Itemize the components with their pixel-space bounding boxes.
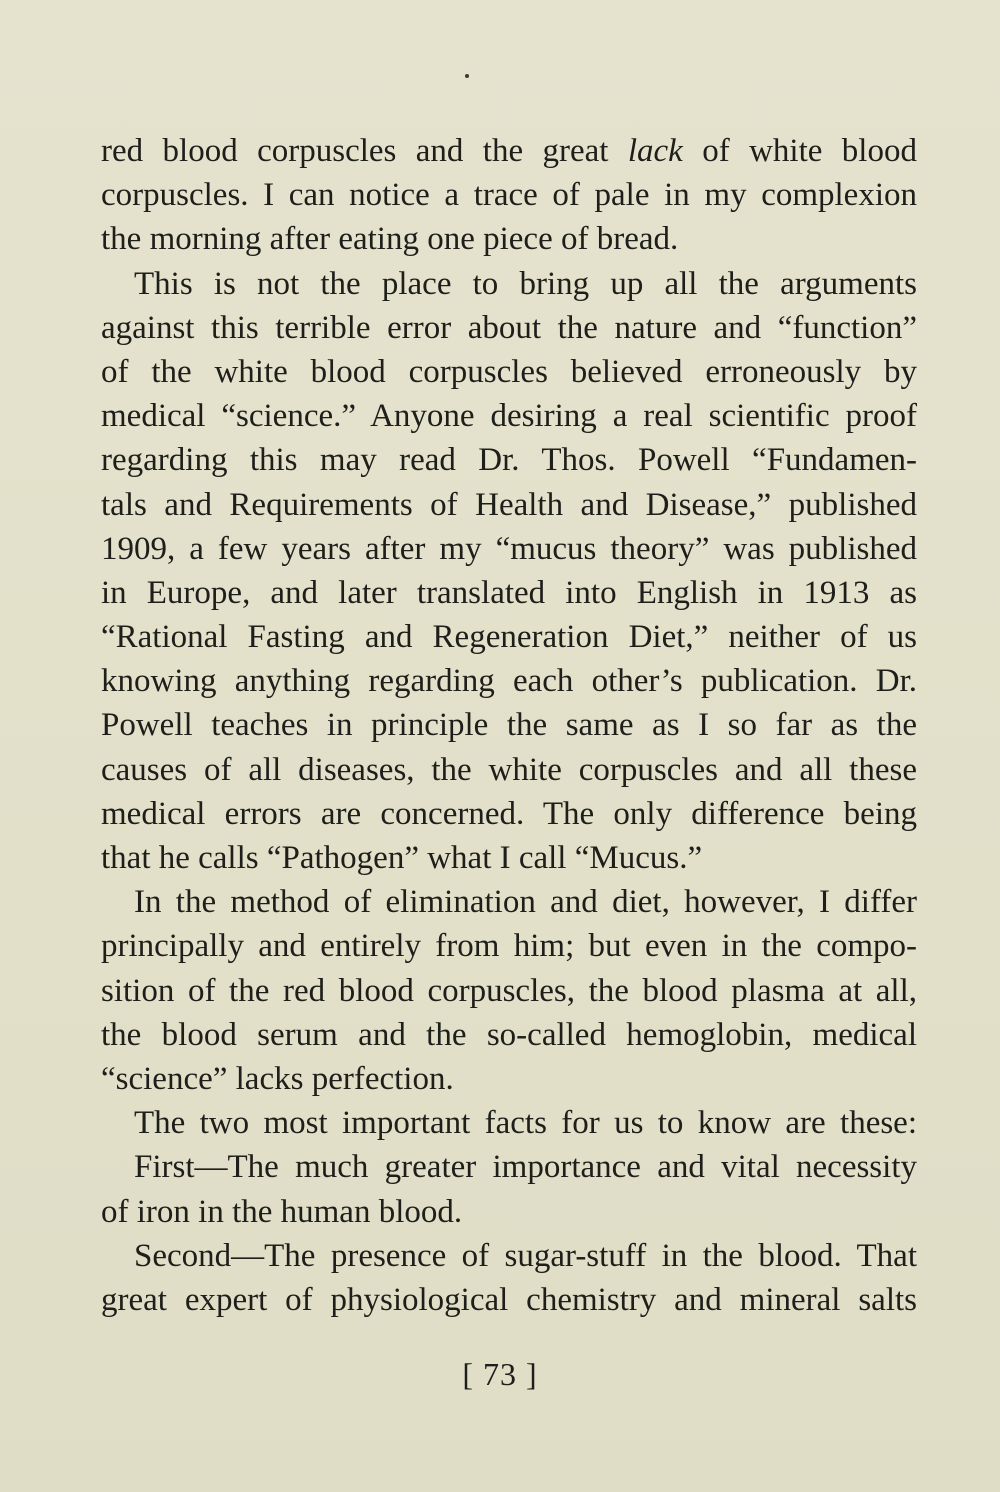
text-line-21: the blood serum and the so-called hemoglobin, medical <box>101 1016 917 1053</box>
text-line-18: In the method of elimination and diet, however, I differ <box>134 884 917 921</box>
text-line-4: This is not the place to bring up all the arguments <box>134 265 917 302</box>
page-number: [ 73 ] <box>462 1356 538 1392</box>
text-line-11: in Europe, and later translated into English in 1913 as <box>101 574 917 611</box>
text-line-5: against this terrible error about the nature and “function” <box>101 309 917 346</box>
body-text <box>101 129 917 1322</box>
emphasis-lack: lack <box>627 133 683 169</box>
text-line-8: regarding this may read Dr. Thos. Powell “Fundamen- <box>101 442 917 479</box>
text-line-2: corpuscles. I can notice a trace of pale in my complexion <box>101 177 917 214</box>
text-line-10: 1909, a few years after my “mucus theory” was published <box>101 530 917 567</box>
text-line-19: principally and entirely from him; but even in the compo- <box>101 928 917 965</box>
text-line-7: medical “science.” Anyone desiring a real scientific proof <box>101 398 917 435</box>
text-line-25: of iron in the human blood. <box>101 1193 463 1230</box>
text-line-9: tals and Requirements of Health and Disease,” published <box>101 486 917 523</box>
text-line-15: causes of all diseases, the white corpuscles and all these <box>101 751 917 788</box>
text-line-1: red blood corpuscles and the great lack of white blood <box>101 133 917 169</box>
text-line-20: sition of the red blood corpuscles, the blood plasma at all, <box>101 972 917 1009</box>
text-line-3: the morning after eating one piece of bread. <box>101 221 679 258</box>
text-line-17: that he calls “Pathogen” what I call “Mucus.” <box>101 840 703 876</box>
text-line-13: knowing anything regarding each other’s publication. Dr. <box>101 663 917 700</box>
text-line-12: “Rational Fasting and Regeneration Diet,” neither of us <box>101 619 917 656</box>
text-line-24: First—The much greater importance and vital necessity <box>134 1149 917 1186</box>
text-line-23: The two most important facts for us to know are these: <box>134 1105 917 1142</box>
ink-speck <box>465 74 469 78</box>
text-line-14: Powell teaches in principle the same as I so far as the <box>101 707 917 744</box>
text-line-22: “science” lacks perfection. <box>101 1060 454 1097</box>
text-line-16: medical errors are concerned. The only difference being <box>101 795 917 832</box>
text-line-6: of the white blood corpuscles believed erroneously by <box>101 353 917 390</box>
text-line-26: Second—The presence of sugar-stuff in the blood. That <box>134 1237 917 1274</box>
text-line-27: great expert of physiological chemistry and mineral salts <box>101 1281 917 1318</box>
